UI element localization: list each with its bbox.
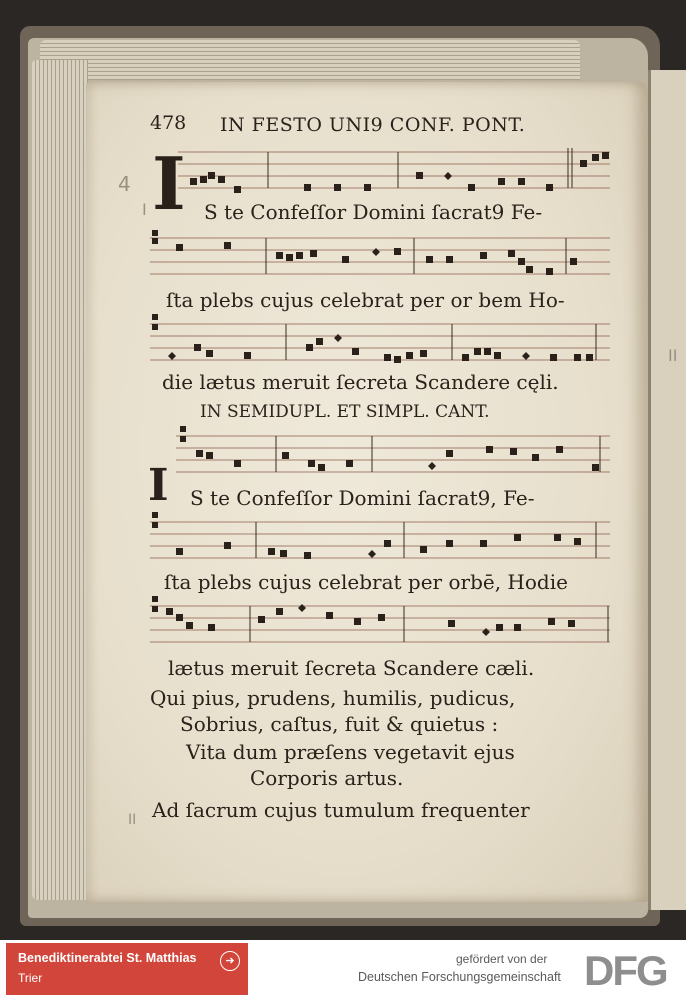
institution-banner[interactable] <box>6 943 248 995</box>
verse-line-4: Corporis artus. <box>250 766 404 790</box>
page-header: IN FESTO UNI9 CONF. PONT. <box>220 114 526 136</box>
verse-line-5: Ad ſacrum cujus tumulum frequenter <box>152 798 530 822</box>
verse-line-3: Vita dum præſens vegetavit ejus <box>186 740 515 764</box>
page-number: 478 <box>150 112 187 134</box>
music-staff-1 <box>178 148 610 196</box>
music-staff-4 <box>176 424 610 476</box>
music-staff-2 <box>150 230 610 286</box>
pencil-mark-left: 4 <box>118 172 131 196</box>
funded-by-label: gefördert von der <box>456 952 548 966</box>
chant1-lyric-line3: die lætus meruit ſecreta Scandere cęli. <box>162 370 559 394</box>
verse-line-1: Qui pius, prudens, humilis, pudicus, <box>150 686 516 710</box>
pencil-mark-bottom: II <box>128 812 137 828</box>
chant2-lyric-line2: ſta plebs cujus celebrat per orbē, Hodie <box>164 570 568 594</box>
arrow-badge-icon: ➜ <box>220 951 240 971</box>
verse-line-2: Sobrius, caſtus, fuit & quietus : <box>180 712 499 736</box>
decorated-initial-1: I <box>152 141 186 226</box>
page-edges-left <box>32 60 88 900</box>
pencil-mark-right: II <box>668 346 678 365</box>
page-edges-top <box>40 40 580 80</box>
chant1-lyric-line1: S te Confeſſor Domini ſacrat9 Fe- <box>204 200 543 224</box>
music-staff-5 <box>150 512 610 568</box>
institution-name: Benediktinerabtei St. Matthias <box>18 951 197 965</box>
section-subheading: IN SEMIDUPL. ET SIMPL. CANT. <box>200 402 490 422</box>
music-staff-3 <box>150 314 610 370</box>
facing-page-edge <box>648 70 686 910</box>
chant2-lyric-line3: lætus meruit ſecreta Scandere cæli. <box>168 656 535 680</box>
dfg-logo[interactable]: DFG <box>584 947 667 994</box>
pencil-mark-left-2: I <box>142 200 147 219</box>
chant2-lyric-line1: S te Confeſſor Domini ſacrat9, Fe- <box>190 486 535 510</box>
decorated-initial-2: I <box>148 460 169 511</box>
dfg-full-name: Deutschen Forschungsgemeinschaft <box>358 970 561 984</box>
institution-city: Trier <box>18 971 43 985</box>
chant1-lyric-line2: ſta plebs cujus celebrat per or bem Ho- <box>166 288 565 312</box>
music-staff-6 <box>150 596 610 652</box>
